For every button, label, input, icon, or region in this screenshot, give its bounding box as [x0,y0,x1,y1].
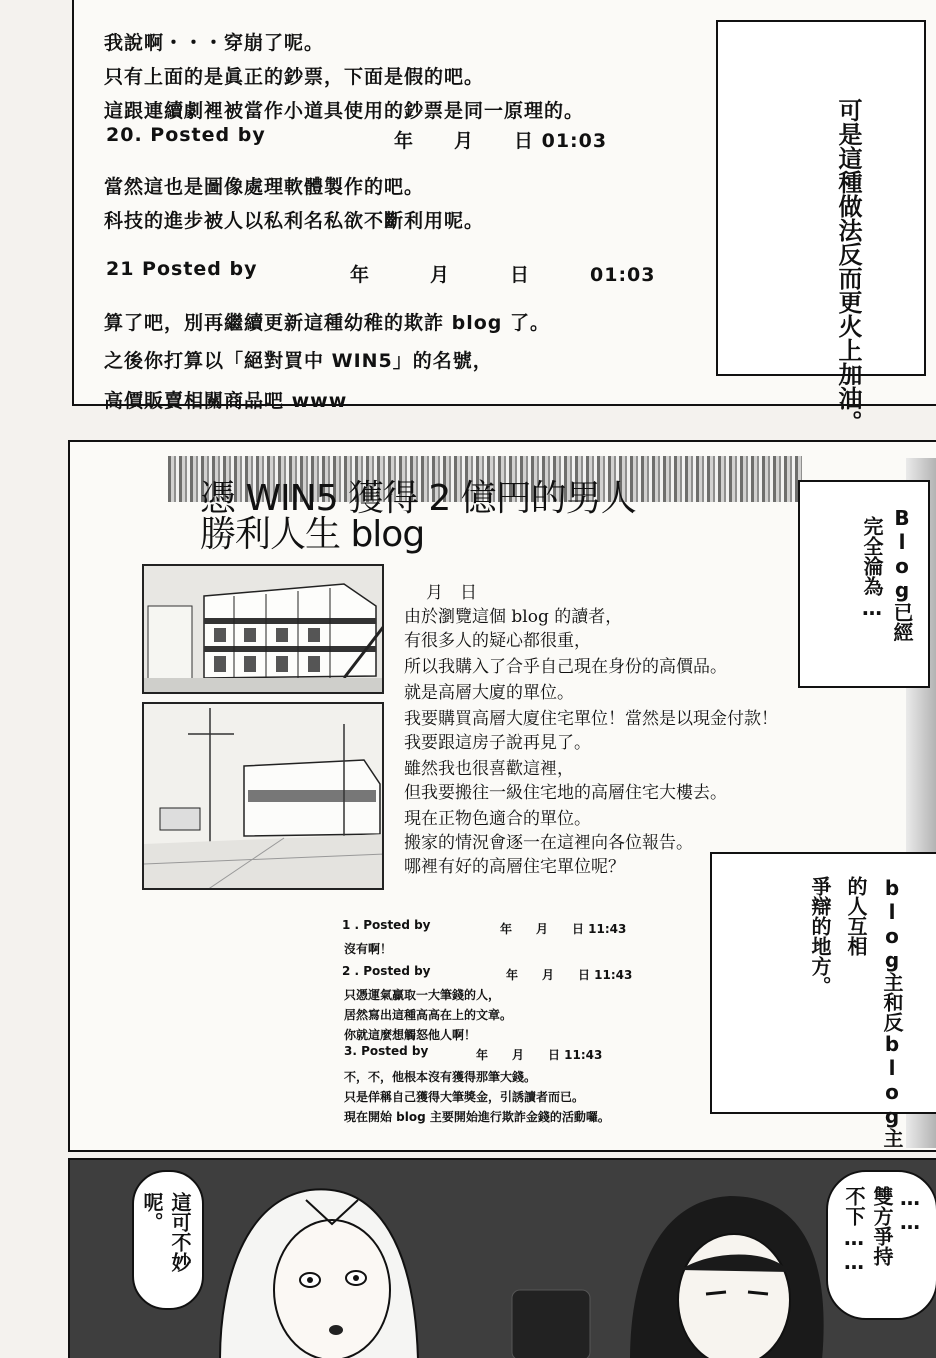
post-date: 年 月 日 01:03 [394,130,608,152]
bubble-line: 不下…… [842,1186,866,1274]
bubble-line: 呢。 [140,1192,164,1232]
entry-line: 由於瀏覽這個 blog 的讀者， [404,607,623,627]
comment-line: 當然這也是圖像處理軟體製作的吧。 [104,176,425,198]
comment-date: 年 月 日 11:43 [500,922,627,936]
comment-line: 只憑運氣贏取一大筆錢的人， [344,988,501,1002]
caption-box [716,20,926,434]
comment-label: 2 . Posted by [342,964,431,978]
comment-line: 只是佯稱自己獲得大筆獎金，引誘讀者而已。 [344,1090,585,1104]
entry-date: 月 日 [426,583,477,603]
entry-line: 哪裡有好的高層住宅單位呢？ [404,857,625,877]
street-illustration [142,702,384,890]
comment-line: 這跟連續劇裡被當作小道具使用的鈔票是同一原理的。 [104,100,585,122]
entry-line: 就是高層大廈的單位。 [404,683,574,703]
entry-line: 現在正物色適合的單位。 [404,809,591,829]
comment-line: 科技的進步被人以私利名私欲不斷利用呢。 [104,210,485,232]
caption-line: Blog已經 [890,506,914,642]
caption-box-top [798,480,930,688]
caption-line: blog主和反blog主 [880,876,904,1148]
comment-label: 3. Posted by [344,1044,429,1058]
comment-line: 只有上面的是眞正的鈔票，下面是假的吧。 [104,66,485,88]
post-label: 21 Posted by [106,258,258,280]
panel-comments-top [72,0,936,434]
comment-line: 高價販賣相關商品吧 www [104,390,348,412]
caption-box-bottom [710,852,936,1148]
blog-subtitle: 勝利人生 blog [200,514,425,555]
entry-line: 但我要搬往一級住宅地的高層住宅大樓去。 [404,783,727,803]
post-label: 20. Posted by [106,124,266,146]
comment-line: 我說啊・・・穿崩了呢。 [104,32,325,54]
comment-line: 沒有啊！ [344,942,393,956]
caption-line: 的人互相 [844,876,868,956]
apartment-illustration [142,564,384,694]
speech-bubble-right [826,1170,936,1320]
caption-text: 可是這種做法反而更火上加油。 [834,98,862,434]
blog-title: 憑 WIN5 獲得 2 億円的男人 [200,478,636,519]
comment-line: 算了吧，別再繼續更新這種幼稚的欺詐 blog 了。 [104,312,550,334]
comment-line: 你就這麼想觸怒他人啊！ [344,1028,477,1042]
comment-line: 之後你打算以「絕對買中 WIN5」的名號， [104,350,493,372]
entry-line: 有很多人的疑心都很重， [404,631,591,651]
panel-characters [68,1158,936,1358]
speech-bubble-left [132,1170,204,1310]
caption-line: 完全淪為… [860,516,884,620]
entry-line: 雖然我也很喜歡這裡， [404,759,574,779]
comment-date: 年 月 日 11:43 [476,1048,603,1062]
entry-line: 我要購買高層大廈住宅單位！當然是以現金付款！ [404,709,778,729]
comment-date: 年 月 日 11:43 [506,968,633,982]
caption-line: 爭辯的地方。 [808,876,832,996]
comment-line: 居然寫出這種高高在上的文章。 [344,1008,513,1022]
entry-line: 所以我購入了合乎自己現在身份的高價品。 [404,657,727,677]
entry-line: 我要跟這房子說再見了。 [404,733,591,753]
bubble-line: …… [898,1186,922,1234]
post-date: 年 月 日 01:03 [350,264,656,286]
entry-line: 搬家的情況會逐一在這裡向各位報告。 [404,833,693,853]
bubble-line: 雙方爭持 [870,1186,894,1266]
comment-line: 現在開始 blog 主要開始進行欺詐金錢的活動囉。 [344,1110,610,1124]
comment-label: 1 . Posted by [342,918,431,932]
comment-line: 不，不，他根本沒有獲得那筆大錢。 [344,1070,537,1084]
bubble-line: 這可不妙 [168,1192,192,1272]
panel-blog-page [68,440,936,1152]
